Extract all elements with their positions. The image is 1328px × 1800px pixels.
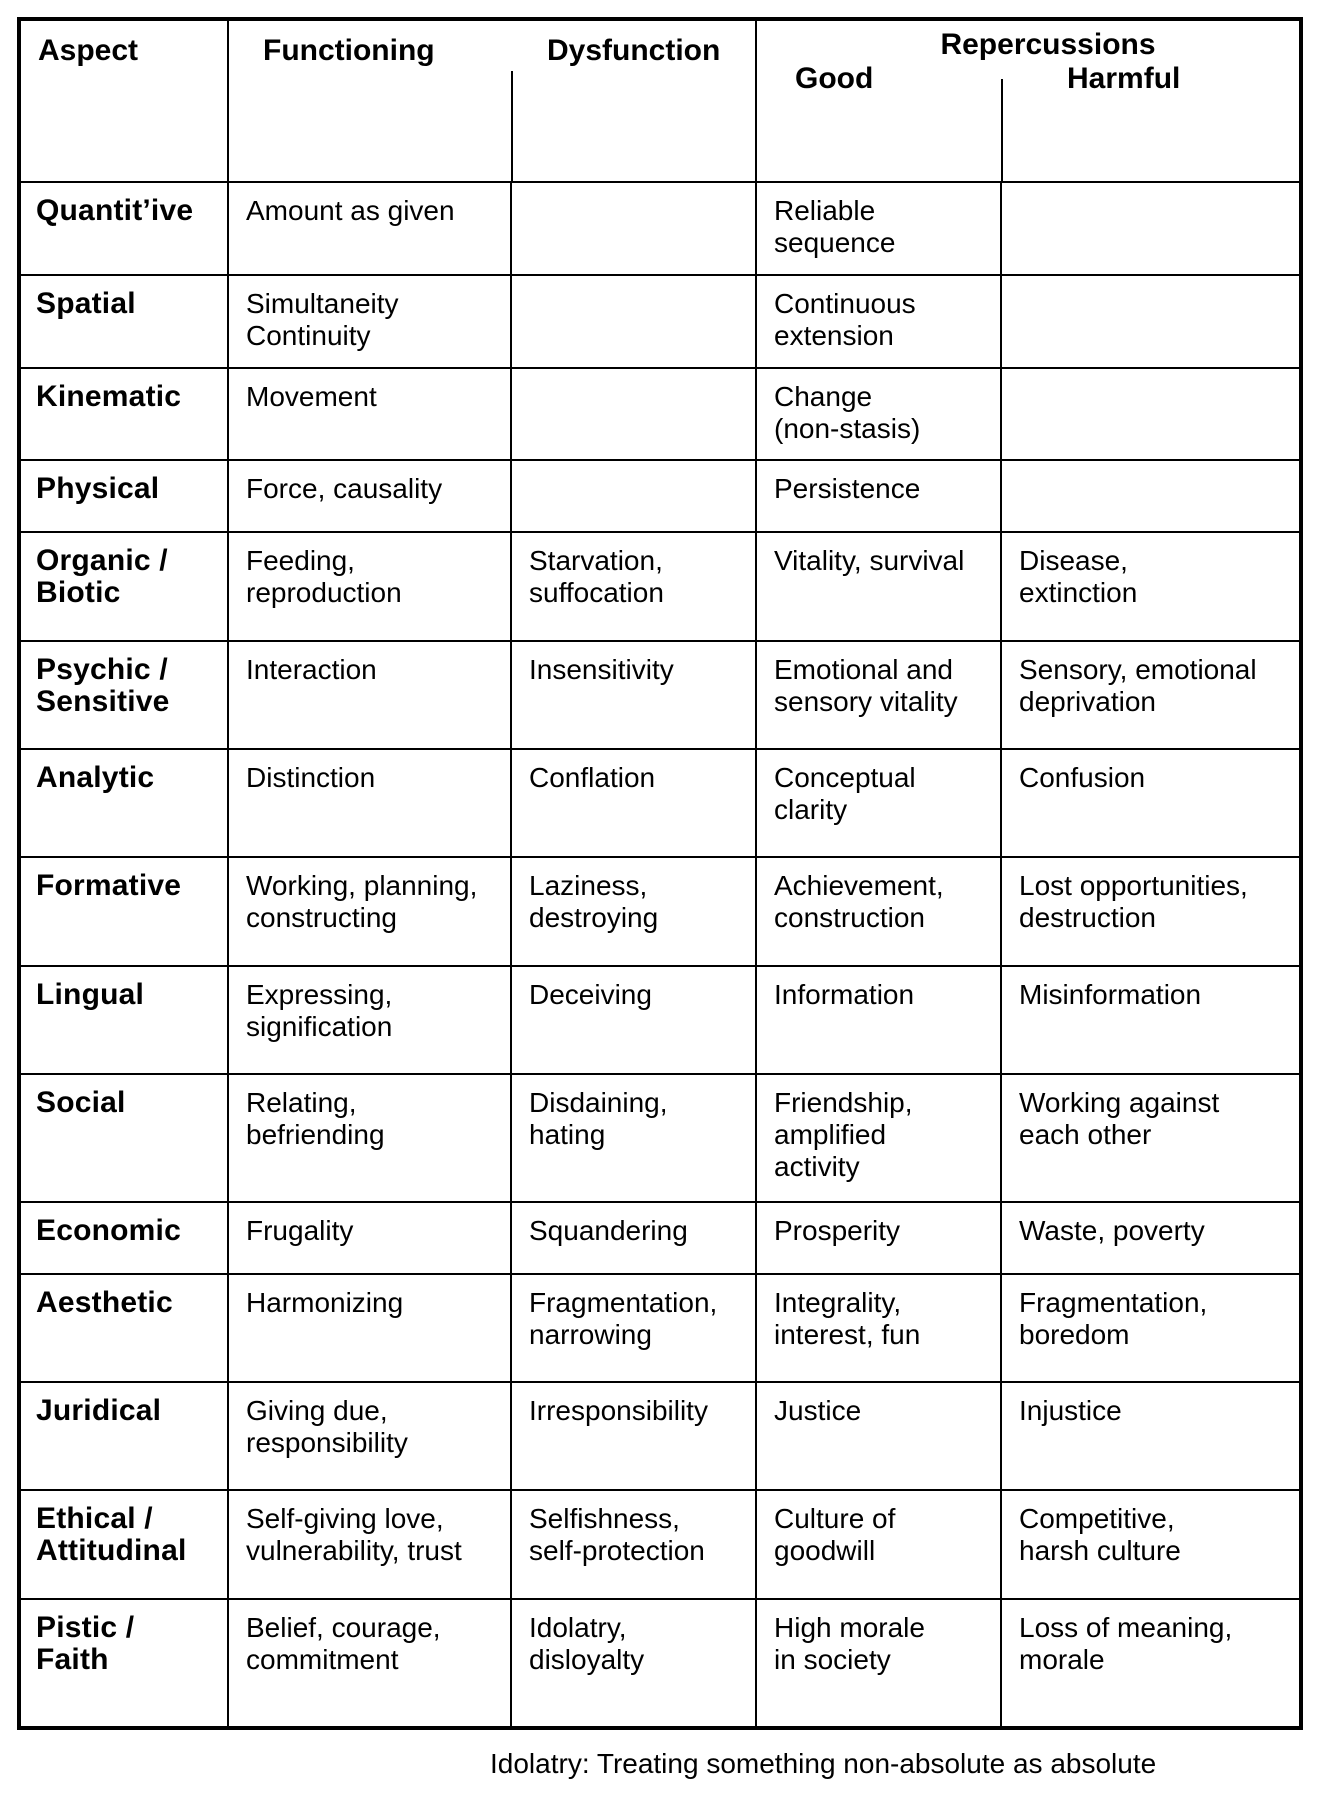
harmful-cell: Confusion bbox=[1001, 749, 1299, 857]
dysfunction-cell: Irresponsibility bbox=[511, 1382, 756, 1490]
table-row bbox=[21, 275, 1299, 368]
aspect-cell: Economic bbox=[21, 1202, 228, 1274]
harmful-cell bbox=[1001, 182, 1299, 275]
functioning-cell: Simultaneity Continuity bbox=[228, 275, 511, 368]
dysfunction-cell: Deceiving bbox=[511, 966, 756, 1074]
functioning-cell: Expressing, signification bbox=[228, 966, 511, 1074]
table-row bbox=[21, 182, 1299, 275]
header-dysfunction-cell bbox=[511, 21, 756, 182]
good-cell: Justice bbox=[756, 1382, 1001, 1490]
aspect-cell: Psychic / Sensitive bbox=[21, 641, 228, 749]
dysfunction-cell: Selfishness, self-protection bbox=[511, 1490, 756, 1598]
header-good: Good bbox=[795, 62, 874, 95]
harmful-cell: Injustice bbox=[1001, 1382, 1299, 1490]
dysfunction-cell: Idolatry, disloyalty bbox=[511, 1599, 756, 1726]
table-row bbox=[21, 966, 1299, 1074]
functioning-cell: Feeding, reproduction bbox=[228, 532, 511, 640]
good-cell: Friendship, amplified activity bbox=[756, 1074, 1001, 1202]
good-cell: Information bbox=[756, 966, 1001, 1074]
table-row bbox=[21, 1202, 1299, 1274]
aspect-cell: Physical bbox=[21, 460, 228, 532]
dysfunction-cell: Insensitivity bbox=[511, 641, 756, 749]
aspect-cell: Analytic bbox=[21, 749, 228, 857]
good-cell: Integrality, interest, fun bbox=[756, 1274, 1001, 1382]
table-row bbox=[21, 368, 1299, 461]
good-cell: High morale in society bbox=[756, 1599, 1001, 1726]
functioning-cell: Relating, befriending bbox=[228, 1074, 511, 1202]
header-dysfunction: Dysfunction bbox=[547, 34, 721, 67]
aspect-cell: Spatial bbox=[21, 275, 228, 368]
harmful-cell bbox=[1001, 368, 1299, 461]
good-cell: Persistence bbox=[756, 460, 1001, 532]
table-row bbox=[21, 1599, 1299, 1726]
aspect-cell: Aesthetic bbox=[21, 1274, 228, 1382]
table-row bbox=[21, 1382, 1299, 1490]
dysfunction-cell bbox=[511, 275, 756, 368]
table-row bbox=[21, 460, 1299, 532]
table-row bbox=[21, 532, 1299, 640]
table-row bbox=[21, 1490, 1299, 1598]
header-row bbox=[21, 21, 1299, 182]
table-row bbox=[21, 857, 1299, 965]
good-cell: Change (non-stasis) bbox=[756, 368, 1001, 461]
good-cell: Conceptual clarity bbox=[756, 749, 1001, 857]
aspect-cell: Organic / Biotic bbox=[21, 532, 228, 640]
harmful-cell: Working against each other bbox=[1001, 1074, 1299, 1202]
dysfunction-cell: Laziness, destroying bbox=[511, 857, 756, 965]
harmful-cell: Misinformation bbox=[1001, 966, 1299, 1074]
functioning-cell: Self-giving love, vulnerability, trust bbox=[228, 1490, 511, 1598]
aspect-cell: Quantit’ive bbox=[21, 182, 228, 275]
functioning-cell: Harmonizing bbox=[228, 1274, 511, 1382]
dysfunction-cell bbox=[511, 368, 756, 461]
functioning-cell: Force, causality bbox=[228, 460, 511, 532]
dysfunction-cell bbox=[511, 460, 756, 532]
good-cell: Continuous extension bbox=[756, 275, 1001, 368]
good-cell: Culture of goodwill bbox=[756, 1490, 1001, 1598]
aspect-cell: Ethical / Attitudinal bbox=[21, 1490, 228, 1598]
aspect-cell: Juridical bbox=[21, 1382, 228, 1490]
functioning-cell: Movement bbox=[228, 368, 511, 461]
dysfunction-cell: Squandering bbox=[511, 1202, 756, 1274]
harmful-cell: Competitive, harsh culture bbox=[1001, 1490, 1299, 1598]
aspect-cell: Formative bbox=[21, 857, 228, 965]
good-cell: Emotional and sensory vitality bbox=[756, 641, 1001, 749]
harmful-cell: Fragmentation, boredom bbox=[1001, 1274, 1299, 1382]
table-row bbox=[21, 749, 1299, 857]
functioning-cell: Amount as given bbox=[228, 182, 511, 275]
dysfunction-cell: Disdaining, hating bbox=[511, 1074, 756, 1202]
header-divider bbox=[511, 71, 513, 181]
aspect-cell: Social bbox=[21, 1074, 228, 1202]
footnote: Idolatry: Treating something non-absolute as absolute bbox=[490, 1748, 1157, 1779]
header-functioning: Functioning bbox=[228, 21, 511, 182]
functioning-cell: Interaction bbox=[228, 641, 511, 749]
functioning-cell: Frugality bbox=[228, 1202, 511, 1274]
harmful-cell bbox=[1001, 460, 1299, 532]
harmful-cell: Disease, extinction bbox=[1001, 532, 1299, 640]
good-cell: Prosperity bbox=[756, 1202, 1001, 1274]
functioning-cell: Belief, courage, commitment bbox=[228, 1599, 511, 1726]
dysfunction-cell: Conflation bbox=[511, 749, 756, 857]
aspect-cell: Kinematic bbox=[21, 368, 228, 461]
header-repercussions-cell bbox=[756, 21, 1299, 182]
header-aspect: Aspect bbox=[21, 21, 228, 182]
functioning-cell: Giving due, responsibility bbox=[228, 1382, 511, 1490]
dysfunction-cell: Starvation, suffocation bbox=[511, 532, 756, 640]
dysfunction-cell: Fragmentation, narrowing bbox=[511, 1274, 756, 1382]
functioning-cell: Distinction bbox=[228, 749, 511, 857]
harmful-cell bbox=[1001, 275, 1299, 368]
aspects-table bbox=[21, 21, 1299, 1726]
harmful-cell: Sensory, emotional deprivation bbox=[1001, 641, 1299, 749]
aspect-cell: Pistic / Faith bbox=[21, 1599, 228, 1726]
table-row bbox=[21, 641, 1299, 749]
table-body bbox=[21, 182, 1299, 1726]
header-divider bbox=[1001, 79, 1003, 181]
harmful-cell: Loss of meaning, morale bbox=[1001, 1599, 1299, 1726]
harmful-cell: Waste, poverty bbox=[1001, 1202, 1299, 1274]
good-cell: Vitality, survival bbox=[756, 532, 1001, 640]
header-repercussions: Repercussions bbox=[940, 28, 1156, 61]
table-row bbox=[21, 1274, 1299, 1382]
dysfunction-cell bbox=[511, 182, 756, 275]
good-cell: Reliable sequence bbox=[756, 182, 1001, 275]
functioning-cell: Working, planning, constructing bbox=[228, 857, 511, 965]
aspect-cell: Lingual bbox=[21, 966, 228, 1074]
harmful-cell: Lost opportunities, destruction bbox=[1001, 857, 1299, 965]
good-cell: Achievement, construction bbox=[756, 857, 1001, 965]
table-row bbox=[21, 1074, 1299, 1202]
header-harmful: Harmful bbox=[1067, 62, 1181, 95]
aspects-table-frame bbox=[17, 17, 1303, 1730]
